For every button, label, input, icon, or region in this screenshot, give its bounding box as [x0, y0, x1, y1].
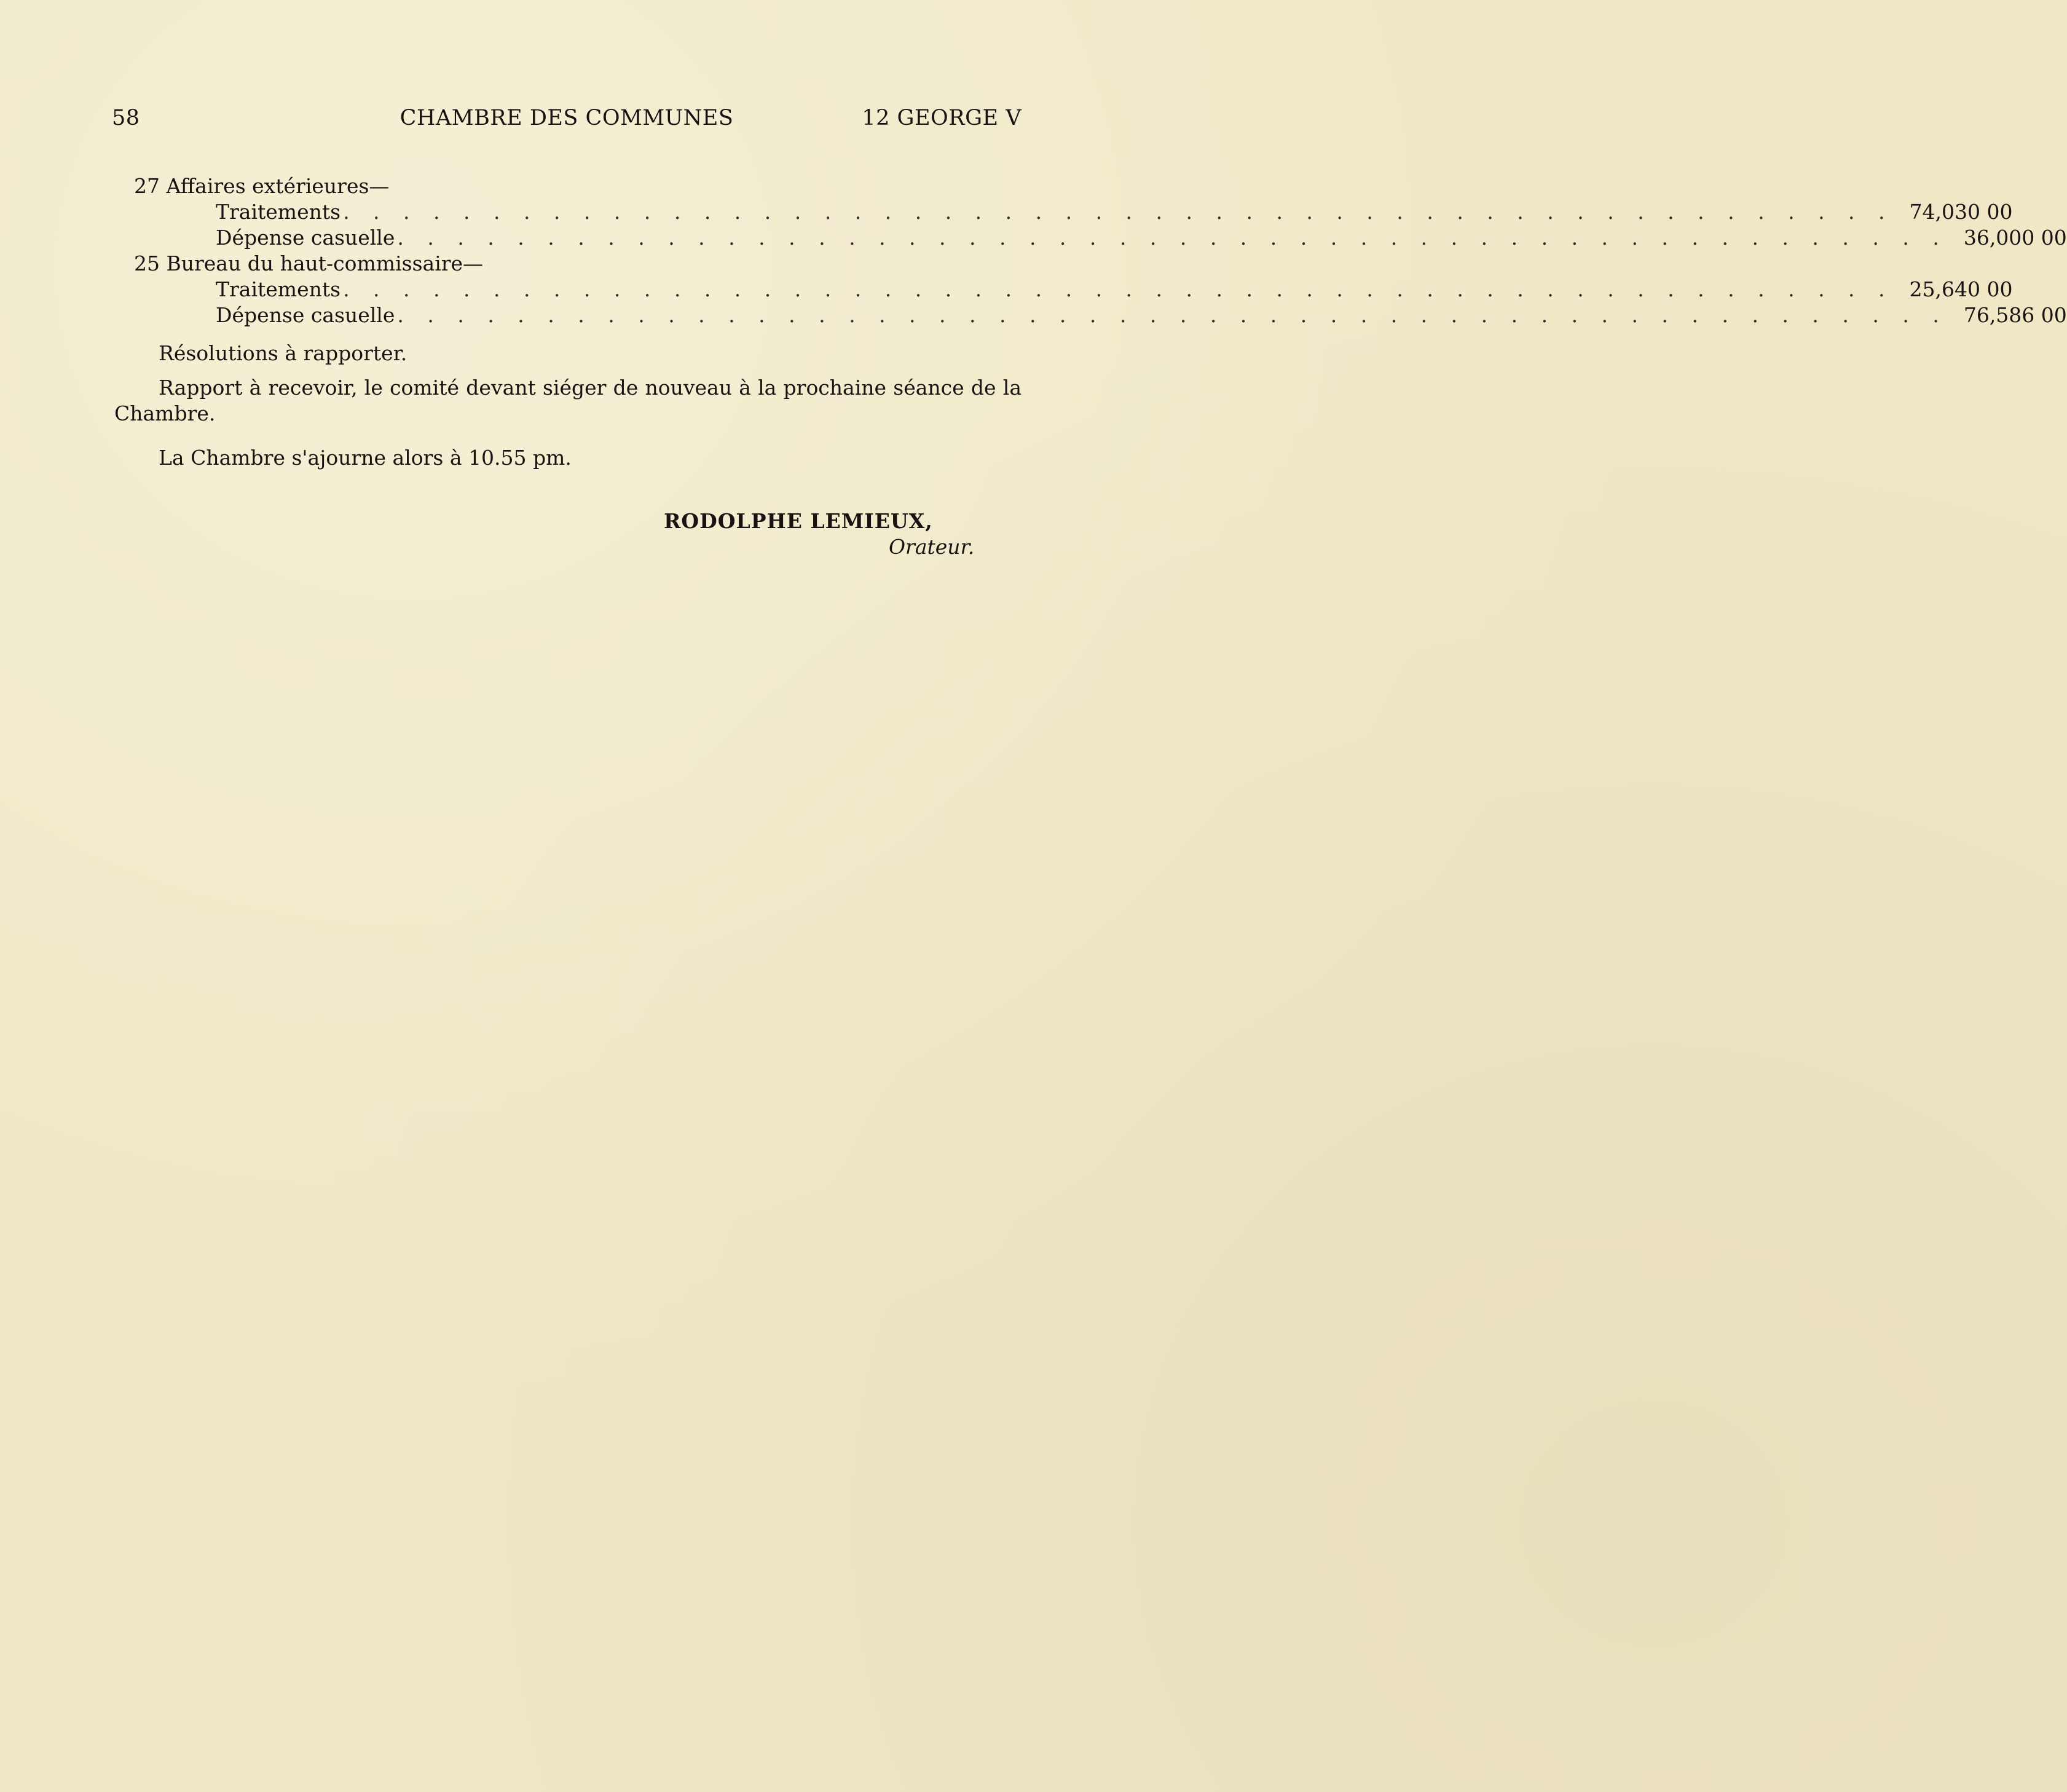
- signature-block: [664, 508, 974, 560]
- dot-leader: . . . . . . . . . . . . . . . . . . . . . . . . . . . . . . . . . . . . . . . . . . . . . . . . . . . .: [397, 226, 1948, 250]
- item-amount: 74,030 00: [1909, 200, 2013, 224]
- dot-leader: . . . . . . . . . . . . . . . . . . . . . . . . . . . . . . . . . . . . . . . . . . . . . . . . . . . .: [397, 303, 1948, 327]
- paragraph-ajournement: La Chambre s'ajourne alors à 10.55 pm.: [159, 446, 572, 470]
- item-amount: 25,640 00: [1909, 277, 2013, 301]
- section-title: 27 Affaires extérieures—: [134, 174, 390, 198]
- estimates-table: [114, 173, 2067, 328]
- signatory-role: Orateur.: [889, 535, 975, 559]
- item-label: Dépense casuelle: [216, 226, 395, 250]
- page-number: 58: [112, 106, 140, 130]
- item-label: Traitements: [216, 277, 341, 301]
- running-title: CHAMBRE DES COMMUNES: [400, 106, 734, 130]
- table-row: [114, 225, 2067, 251]
- item-amount: 36,000 00: [1963, 226, 2067, 250]
- section-title: 25 Bureau du haut-commissaire—: [134, 251, 484, 275]
- item-label: Traitements: [216, 200, 341, 224]
- spacer: [114, 328, 1022, 341]
- item-amount: 76,586 00: [1963, 303, 2067, 327]
- signatory-name: RODOLPHE LEMIEUX,: [664, 509, 933, 533]
- table-row: [114, 199, 2013, 225]
- table-row: [114, 277, 2013, 302]
- item-label: Dépense casuelle: [216, 303, 395, 327]
- paragraph-rapport: Rapport à recevoir, le comité devant siéger de nouveau à la prochaine séance de la Chambre.: [114, 376, 1022, 425]
- page-header: [112, 106, 1022, 136]
- table-row: [114, 302, 2067, 328]
- dot-leader: . . . . . . . . . . . . . . . . . . . . . . . . . . . . . . . . . . . . . . . . . . . . . . . . . . . .: [343, 200, 1894, 224]
- paragraph-resolutions: Résolutions à rapporter.: [159, 341, 407, 365]
- main-content: [114, 173, 2067, 471]
- dot-leader: . . . . . . . . . . . . . . . . . . . . . . . . . . . . . . . . . . . . . . . . . . . . . . . . . . . .: [343, 277, 1894, 301]
- regnal-year: 12 GEORGE V: [862, 106, 1022, 130]
